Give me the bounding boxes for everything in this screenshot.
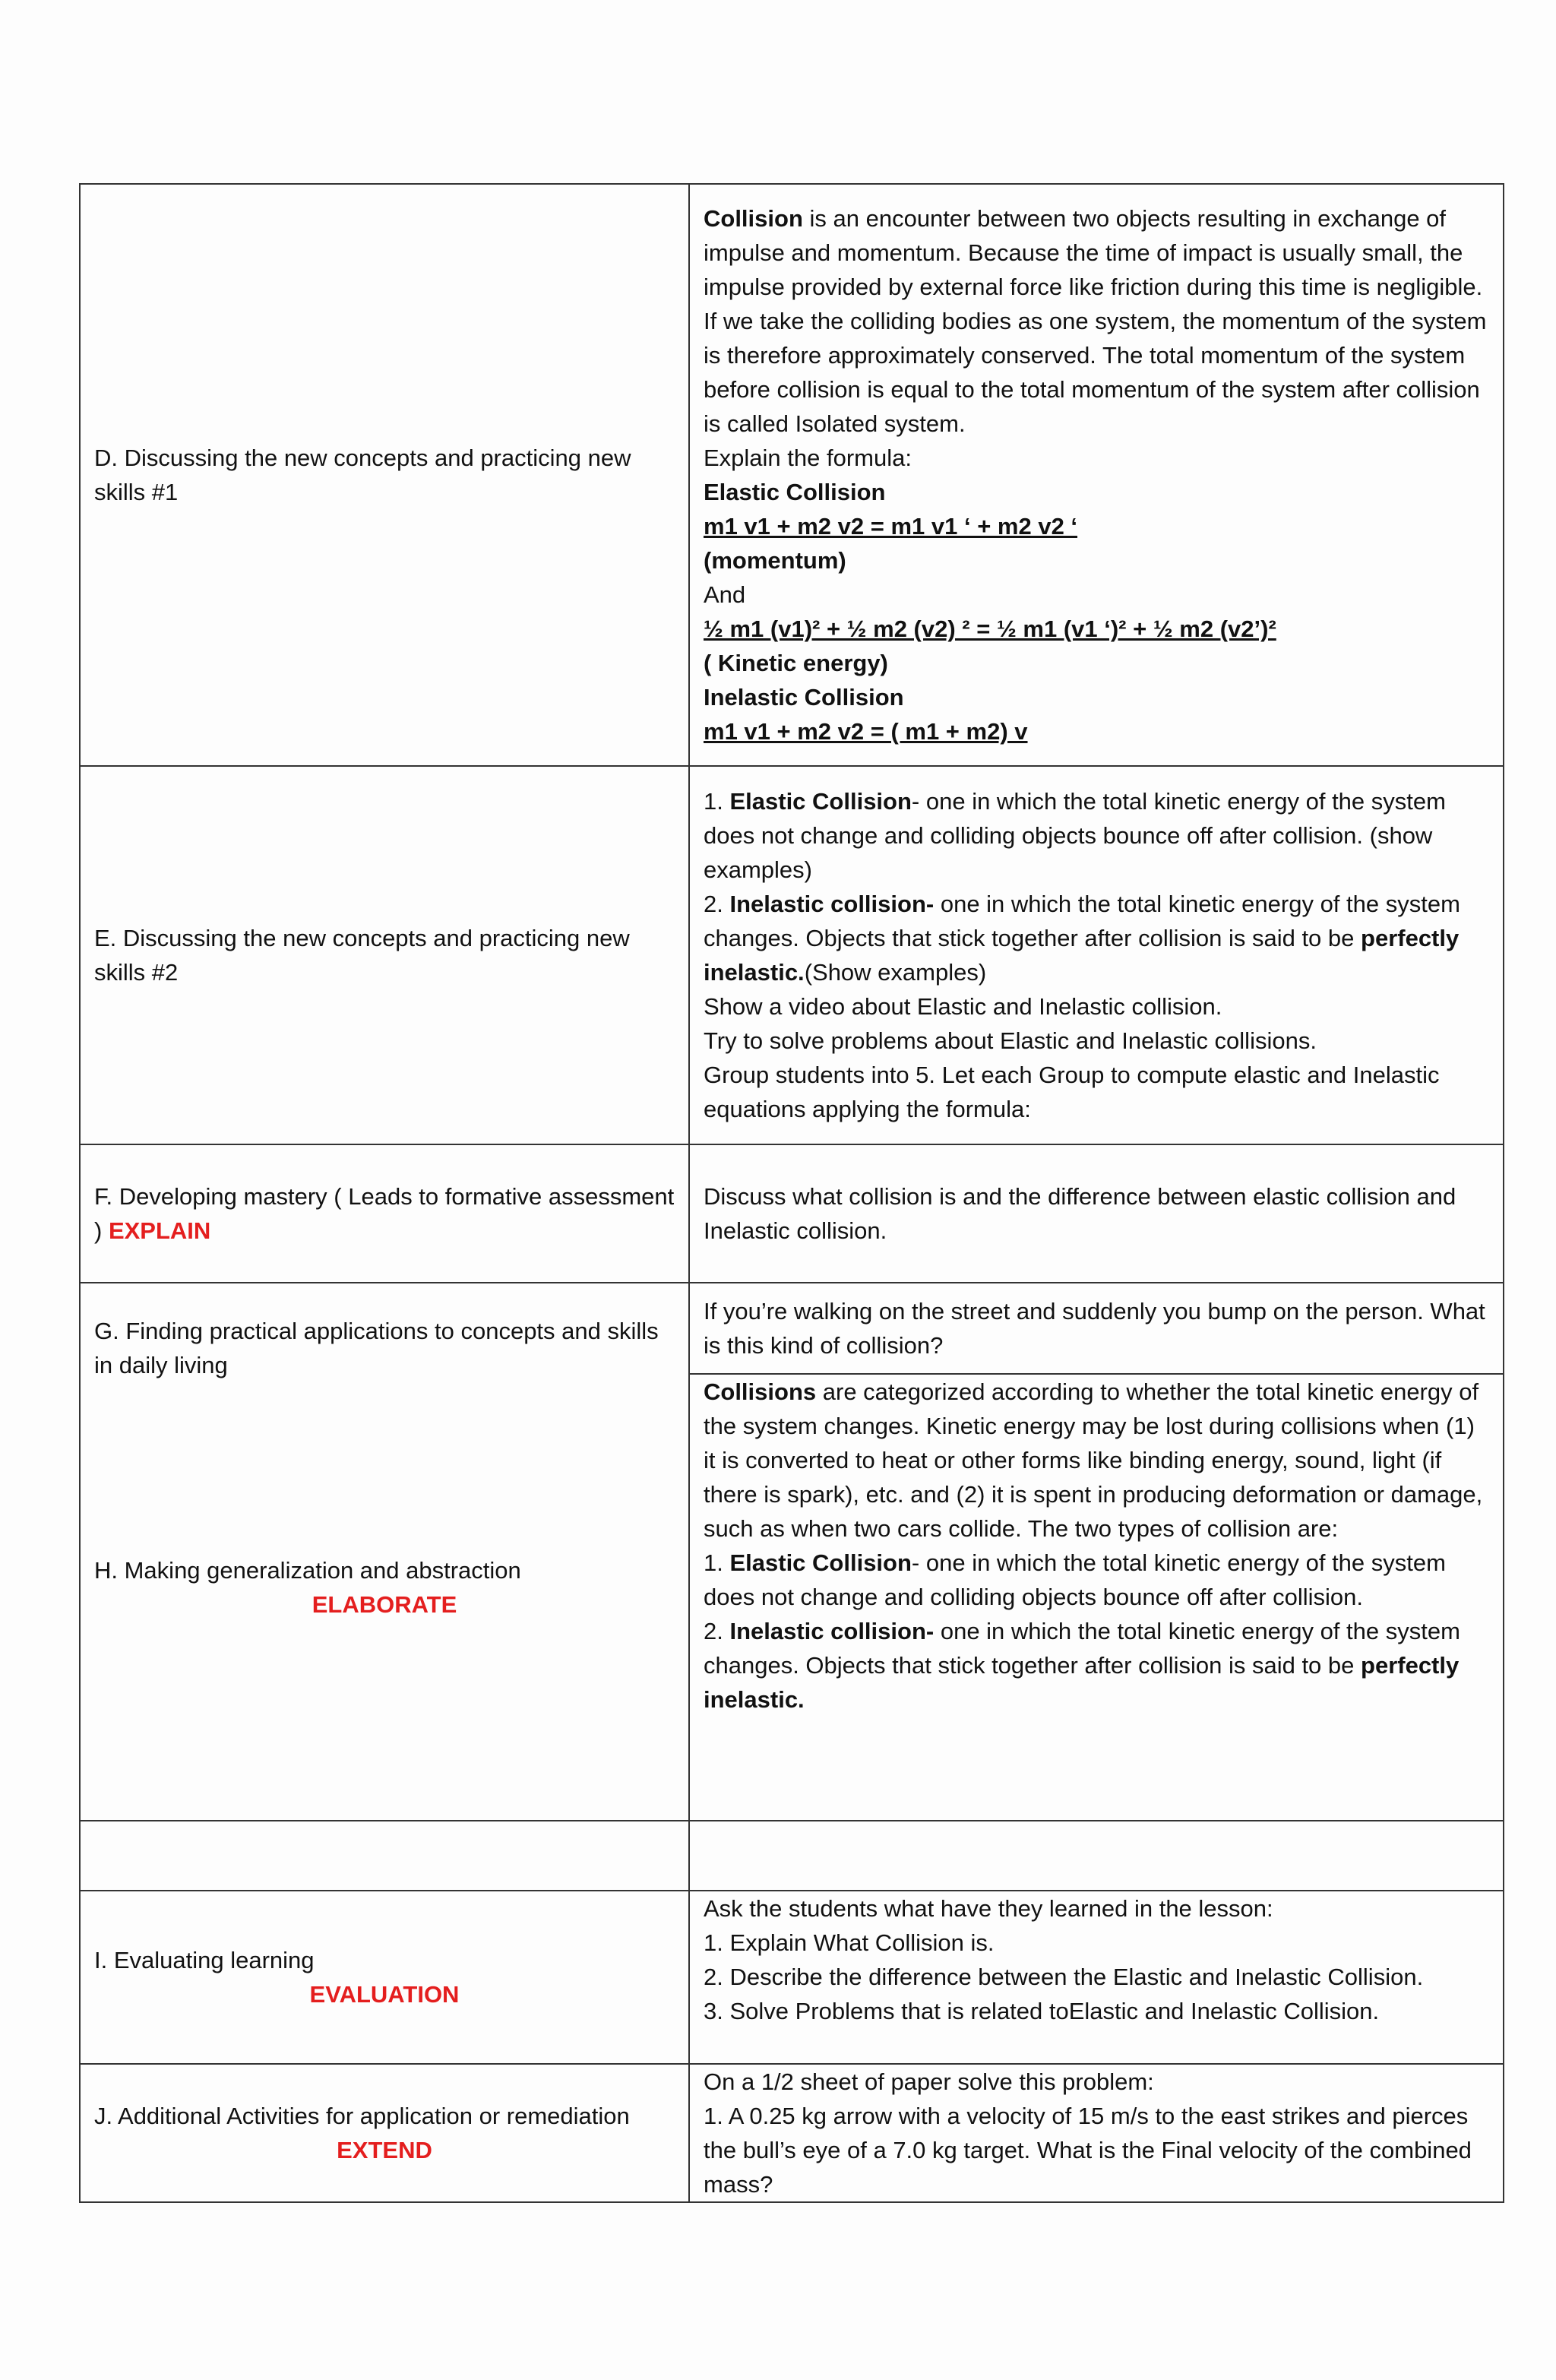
row-d-label: D. Discussing the new concepts and practicing new skills #1 [80, 184, 689, 766]
e-item2-tail: (Show examples) [804, 959, 987, 986]
h-item1-text: - one in which the total kinetic energy of the system does not change and colliding objects bounce off after collision. [704, 1549, 1446, 1610]
e-item2-term: Inelastic collision- [729, 891, 935, 917]
row-g [80, 1283, 1504, 1374]
i-intro: Ask the students what have they learned in the lesson: [704, 1895, 1273, 1922]
collision-definition: is an encounter between two objects resulting in exchange of impulse and momentum. Because the time of impact is usually small, the impulse provided by external force like friction during this time is negligible. If we take the colliding bodies as one system, the momentum of the system is therefore approximately conserved. The total momentum of the system before collision is equal to the total momentum of the system after collision is called Isolated system. [704, 205, 1487, 437]
row-i-label [80, 1891, 689, 2064]
e-item2-text: one in which the total kinetic energy of the system changes. Objects that stick together after collision is said to be [704, 891, 1460, 951]
row-f-label [80, 1144, 689, 1283]
i-q3: 3. Solve Problems that is related toElastic and Inelastic Collision. [704, 1998, 1380, 2024]
elastic-heading: Elastic Collision [704, 479, 886, 505]
row-e-content [689, 766, 1504, 1144]
row-h-content [689, 1374, 1504, 1821]
row-i [80, 1891, 1504, 2064]
e-item1-term: Elastic Collision [729, 788, 912, 815]
row-f-content: Discuss what collision is and the difference between elastic collision and Inelastic collision. [689, 1144, 1504, 1283]
extend-tag: EXTEND [337, 2137, 432, 2163]
g-label: G. Finding practical applications to concepts and skills in daily living [94, 1318, 659, 1378]
j-label: J. Additional Activities for application or remediation [94, 2103, 630, 2129]
row-g-content: If you’re walking on the street and suddenly you bump on the person. What is this kind of collision? [689, 1283, 1504, 1374]
f-label-text: F. Developing mastery ( Leads to formative assessment ) [94, 1183, 675, 1244]
inelastic-heading: Inelastic Collision [704, 684, 904, 711]
row-gh-label [80, 1283, 689, 1821]
h-item2-text: one in which the total kinetic energy of the system changes. Objects that stick together after collision is said to be [704, 1618, 1460, 1679]
explain-tag: EXPLAIN [108, 1217, 211, 1244]
row-e-label: E. Discussing the new concepts and practicing new skills #2 [80, 766, 689, 1144]
i-q2: 2. Describe the difference between the Elastic and Inelastic Collision. [704, 1964, 1424, 1990]
row-j-content [689, 2064, 1504, 2202]
row-j-label [80, 2064, 689, 2202]
row-e [80, 766, 1504, 1144]
row-d-content [689, 184, 1504, 766]
e-item2-num: 2. [704, 891, 730, 917]
e-line4: Try to solve problems about Elastic and Inelastic collisions. [704, 1027, 1317, 1054]
momentum-label: (momentum) [704, 547, 846, 574]
j-problem: 1. A 0.25 kg arrow with a velocity of 15 m/s to the east strikes and pierces the bull’s eye of a 7.0 kg target. What is the Final velocity of the combined mass? [704, 2103, 1472, 2198]
empty-cell-right [689, 1821, 1504, 1891]
elastic-formula: m1 v1 + m2 v2 = m1 v1 ‘ + m2 v2 ‘ [704, 513, 1078, 540]
j-intro: On a 1/2 sheet of paper solve this problem: [704, 2068, 1154, 2095]
row-d [80, 184, 1504, 766]
h-item1-term: Elastic Collision [729, 1549, 912, 1576]
lesson-plan-table [79, 183, 1504, 2203]
evaluation-tag: EVALUATION [309, 1981, 460, 2008]
collisions-text: are categorized according to whether the total kinetic energy of the system changes. Kinetic energy may be lost during collisions when (1) it is converted to heat or other forms like binding energy, sound, light (if there is spark), etc. and (2) it is spent in producing deformation or damage, such as when two cars collide. The two types of collision are: [704, 1378, 1483, 1542]
row-f [80, 1144, 1504, 1283]
e-item1-num: 1. [704, 788, 730, 815]
inelastic-formula: m1 v1 + m2 v2 = ( m1 + m2) v [704, 718, 1028, 745]
h-item2-bold: perfectly inelastic. [704, 1652, 1460, 1713]
collisions-term: Collisions [704, 1378, 817, 1405]
h-label: H. Making generalization and abstraction [94, 1557, 521, 1584]
row-j [80, 2064, 1504, 2202]
empty-row [80, 1821, 1504, 1891]
and-text: And [704, 581, 746, 608]
h-item1-num: 1. [704, 1549, 730, 1576]
collision-term: Collision [704, 205, 803, 232]
explain-formula: Explain the formula: [704, 445, 912, 471]
e-line3: Show a video about Elastic and Inelastic collision. [704, 993, 1222, 1020]
kinetic-energy-label: ( Kinetic energy) [704, 650, 888, 676]
i-label: I. Evaluating learning [94, 1947, 315, 1973]
e-line5: Group students into 5. Let each Group to compute elastic and Inelastic equations applying the formula: [704, 1062, 1440, 1122]
i-q1: 1. Explain What Collision is. [704, 1929, 995, 1956]
row-i-content [689, 1891, 1504, 2064]
h-item2-num: 2. [704, 1618, 730, 1644]
h-item2-term: Inelastic collision- [729, 1618, 935, 1644]
e-item2-bold: perfectly inelastic. [704, 925, 1460, 986]
kinetic-energy-formula: ½ m1 (v1)² + ½ m2 (v2) ² = ½ m1 (v1 ‘)² + ½ m2 (v2’)² [704, 616, 1276, 642]
elaborate-tag: ELABORATE [312, 1591, 457, 1618]
e-item1-text: - one in which the total kinetic energy of the system does not change and colliding objects bounce off after collision. (show examples) [704, 788, 1446, 883]
empty-cell-left [80, 1821, 689, 1891]
